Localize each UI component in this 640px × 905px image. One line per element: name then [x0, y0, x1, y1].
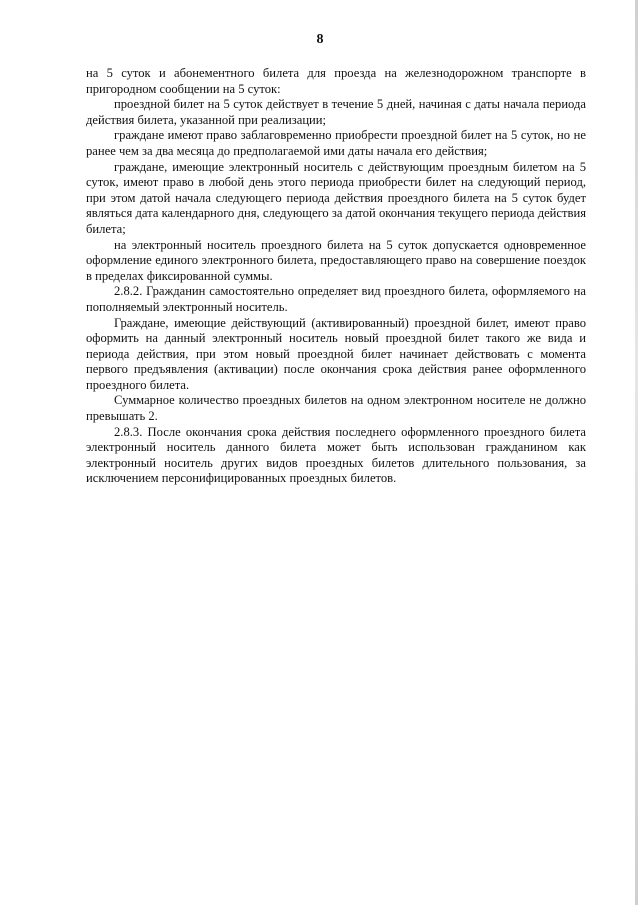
paragraph-advance-purchase: граждане имеют право заблаговременно приобрести проездной билет на 5 суток, но не ранее чем за два месяца до предполагаемой ими даты начала его действия; — [86, 128, 586, 158]
paragraph-2-8-3: 2.8.3. После окончания срока действия последнего оформленного проездного билета электронный носитель данного билета может быть использован гражданином как электронный носитель других видов проездных билетов длительного пользования, за исключением персонифицированных проездных билетов. — [86, 424, 586, 486]
paragraph-active-ticket: Граждане, имеющие действующий (активированный) проездной билет, имеют право оформить на данный электронный носитель новый проездной билет такого же вида и периода действия, при этом новый проездной билет начинает действовать с момента первого предъявления (активации) после окончания срока действия ранее оформленного проездного билета. — [86, 315, 586, 392]
paragraph-ticket-limit: Суммарное количество проездных билетов на одном электронном носителе не должно превышать 2. — [86, 393, 586, 424]
paragraph-validity: проездной билет на 5 суток действует в течение 5 дней, начиная с даты начала периода действия билета, указанной при реализации; — [86, 97, 586, 127]
paragraph-next-period: граждане, имеющие электронный носитель с действующим проездным билетом на 5 суток, имеют право в любой день этого периода приобрести билет на следующий период, при этом датой начала следующего периода действия проездного билета на 5 суток будет являться дата календарного дня, следующего за датой окончания текущего периода действия билета; — [86, 159, 586, 236]
page-number: 8 — [316, 32, 324, 47]
scan-edge-line — [635, 0, 638, 905]
document-body — [86, 66, 586, 487]
paragraph-single-ticket: на электронный носитель проездного билета на 5 суток допускается одновременное оформление единого электронного билета, предоставляющего право на совершение поездок в пределах фиксированной суммы. — [86, 237, 586, 283]
paragraph-intro: на 5 суток и абонементного билета для проезда на железнодорожном транспорте в пригородном сообщении на 5 суток: — [86, 66, 586, 96]
paragraph-2-8-2: 2.8.2. Гражданин самостоятельно определяет вид проездного билета, оформляемого на пополняемый электронный носитель. — [86, 284, 586, 314]
